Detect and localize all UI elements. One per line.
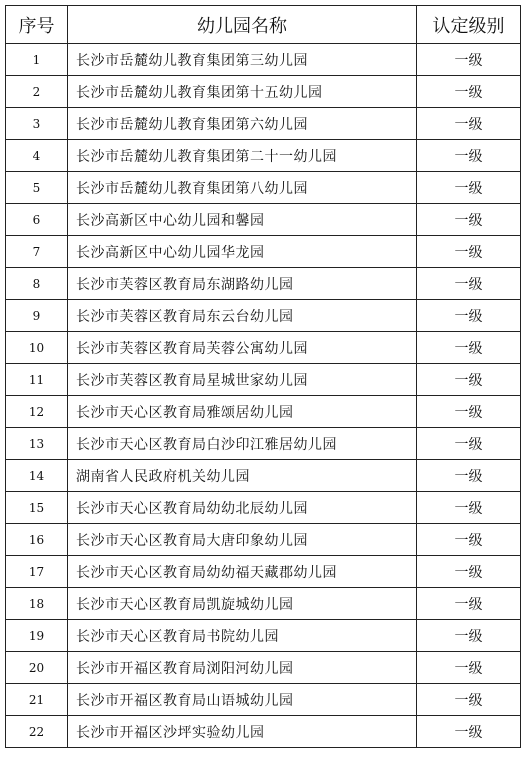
table-row	[6, 460, 521, 492]
row-kindergarten-name: 长沙市天心区教育局大唐印象幼儿园	[68, 524, 417, 556]
row-number: 5	[6, 172, 68, 204]
row-number: 4	[6, 140, 68, 172]
row-number: 1	[6, 44, 68, 76]
table-row	[6, 652, 521, 684]
header-number: 序号	[6, 6, 68, 44]
row-number: 13	[6, 428, 68, 460]
table-row	[6, 204, 521, 236]
table-row	[6, 588, 521, 620]
row-number: 15	[6, 492, 68, 524]
row-level: 一级	[417, 76, 521, 108]
row-kindergarten-name: 长沙市天心区教育局白沙印江雅居幼儿园	[68, 428, 417, 460]
row-level: 一级	[417, 44, 521, 76]
row-kindergarten-name: 长沙市芙蓉区教育局东云台幼儿园	[68, 300, 417, 332]
row-number: 14	[6, 460, 68, 492]
row-level: 一级	[417, 620, 521, 652]
row-number: 18	[6, 588, 68, 620]
table-row	[6, 396, 521, 428]
row-level: 一级	[417, 204, 521, 236]
row-kindergarten-name: 长沙市芙蓉区教育局星城世家幼儿园	[68, 364, 417, 396]
row-number: 20	[6, 652, 68, 684]
table-row	[6, 76, 521, 108]
row-number: 11	[6, 364, 68, 396]
row-kindergarten-name: 长沙市天心区教育局雅颂居幼儿园	[68, 396, 417, 428]
row-kindergarten-name: 长沙市岳麓幼儿教育集团第二十一幼儿园	[68, 140, 417, 172]
table-row	[6, 364, 521, 396]
row-number: 16	[6, 524, 68, 556]
table-row	[6, 140, 521, 172]
row-number: 2	[6, 76, 68, 108]
row-kindergarten-name: 长沙市岳麓幼儿教育集团第六幼儿园	[68, 108, 417, 140]
table-row	[6, 620, 521, 652]
row-kindergarten-name: 长沙市天心区教育局书院幼儿园	[68, 620, 417, 652]
row-number: 6	[6, 204, 68, 236]
row-kindergarten-name: 长沙市天心区教育局幼幼福天藏郡幼儿园	[68, 556, 417, 588]
row-number: 12	[6, 396, 68, 428]
row-level: 一级	[417, 140, 521, 172]
row-level: 一级	[417, 556, 521, 588]
row-level: 一级	[417, 460, 521, 492]
table-row	[6, 44, 521, 76]
row-number: 7	[6, 236, 68, 268]
row-kindergarten-name: 长沙市天心区教育局凯旋城幼儿园	[68, 588, 417, 620]
table-row	[6, 268, 521, 300]
table-row	[6, 428, 521, 460]
row-level: 一级	[417, 492, 521, 524]
table-body	[6, 44, 521, 748]
row-kindergarten-name: 长沙市岳麓幼儿教育集团第八幼儿园	[68, 172, 417, 204]
table-row	[6, 108, 521, 140]
row-level: 一级	[417, 396, 521, 428]
row-kindergarten-name: 长沙市岳麓幼儿教育集团第三幼儿园	[68, 44, 417, 76]
row-level: 一级	[417, 684, 521, 716]
row-level: 一级	[417, 652, 521, 684]
header-level: 认定级别	[417, 6, 521, 44]
row-kindergarten-name: 长沙市岳麓幼儿教育集团第十五幼儿园	[68, 76, 417, 108]
row-level: 一级	[417, 428, 521, 460]
header-name: 幼儿园名称	[68, 6, 417, 44]
row-kindergarten-name: 长沙市芙蓉区教育局东湖路幼儿园	[68, 268, 417, 300]
table-row	[6, 300, 521, 332]
row-kindergarten-name: 长沙市开福区教育局浏阳河幼儿园	[68, 652, 417, 684]
row-kindergarten-name: 长沙市开福区教育局山语城幼儿园	[68, 684, 417, 716]
table-row	[6, 172, 521, 204]
table-row	[6, 716, 521, 748]
row-level: 一级	[417, 172, 521, 204]
row-number: 3	[6, 108, 68, 140]
row-kindergarten-name: 长沙市芙蓉区教育局芙蓉公寓幼儿园	[68, 332, 417, 364]
row-level: 一级	[417, 588, 521, 620]
row-kindergarten-name: 长沙高新区中心幼儿园和馨园	[68, 204, 417, 236]
row-level: 一级	[417, 716, 521, 748]
row-level: 一级	[417, 236, 521, 268]
row-level: 一级	[417, 300, 521, 332]
row-kindergarten-name: 长沙市开福区沙坪实验幼儿园	[68, 716, 417, 748]
row-number: 17	[6, 556, 68, 588]
table-header	[6, 6, 521, 44]
table-row	[6, 684, 521, 716]
row-kindergarten-name: 长沙市天心区教育局幼幼北辰幼儿园	[68, 492, 417, 524]
row-level: 一级	[417, 524, 521, 556]
table-row	[6, 524, 521, 556]
row-number: 21	[6, 684, 68, 716]
kindergarten-table	[5, 5, 521, 748]
row-level: 一级	[417, 364, 521, 396]
row-number: 22	[6, 716, 68, 748]
table-row	[6, 332, 521, 364]
row-number: 19	[6, 620, 68, 652]
row-level: 一级	[417, 268, 521, 300]
table-row	[6, 556, 521, 588]
table-row	[6, 236, 521, 268]
row-number: 8	[6, 268, 68, 300]
row-kindergarten-name: 长沙高新区中心幼儿园华龙园	[68, 236, 417, 268]
row-number: 9	[6, 300, 68, 332]
header-row	[6, 6, 521, 44]
row-level: 一级	[417, 332, 521, 364]
table-row	[6, 492, 521, 524]
row-kindergarten-name: 湖南省人民政府机关幼儿园	[68, 460, 417, 492]
row-level: 一级	[417, 108, 521, 140]
row-number: 10	[6, 332, 68, 364]
